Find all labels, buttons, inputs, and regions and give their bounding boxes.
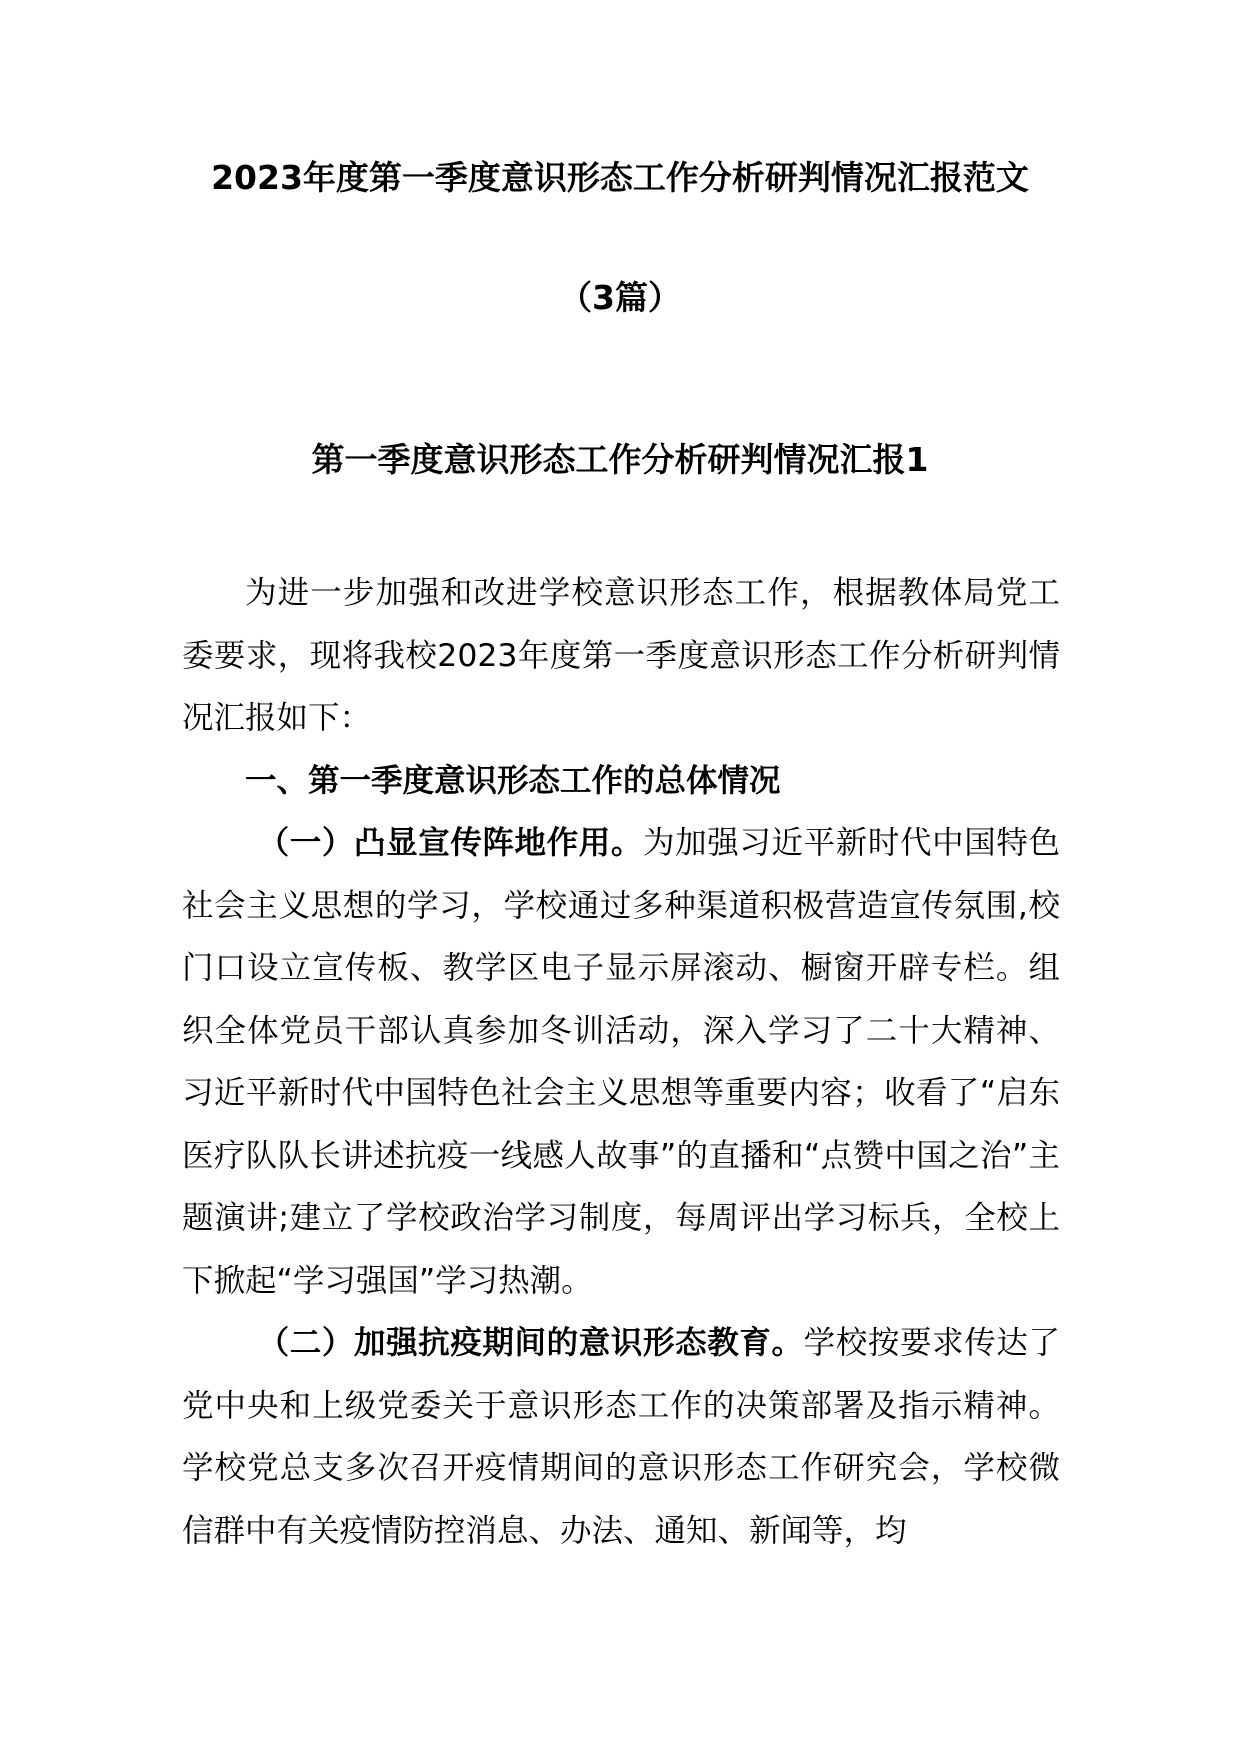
heading-overall-situation: 一、第一季度意识形态工作的总体情况 (245, 762, 781, 799)
document-title: 2023年度第一季度意识形态工作分析研判情况汇报范文 (211, 158, 1029, 197)
item-2-text: 学校按要求传达了党中央和上级党委关于意识形态工作的决策部署及指示精神。学校党总支多次召开疫情期间的意识形态工作研究会，学校微信群中有关疫情防控消息、办法、通知、新闻等，均 (182, 1325, 1060, 1549)
item-1-text: 为加强习近平新时代中国特色社会主义思想的学习，学校通过多种渠道积极营造宣传氛围,校门口设立宣传板、教学区电子显示屏滚动、橱窗开辟专栏。组织全体党员干部认真参加冬训活动，深入学习了二十大精神、习近平新时代中国特色社会主义思想等重要内容；收看了“启东医疗队队长讲述抗疫一线感人故事”的直播和“点赞中国之治”主题演讲;建立了学校政治学习制度，每周评出学习标兵，全校上下掀起“学习强国”学习热潮。 (182, 825, 1060, 1299)
document-subtitle: （3篇） (559, 278, 681, 317)
section-title: 第一季度意识形态工作分析研判情况汇报1 (311, 440, 929, 479)
item-1-label: （一）凸显宣传阵地作用。 (257, 825, 644, 861)
paragraph-item-1 (182, 812, 1060, 1312)
paragraph-item-2 (182, 1312, 1060, 1562)
document-body (182, 562, 1060, 1562)
intro-paragraph: 为进一步加强和改进学校意识形态工作，根据教体局党工委要求，现将我校2023年度第一季度意识形态工作分析研判情况汇报如下： (182, 575, 1060, 736)
item-2-label: （二）加强抗疫期间的意识形态教育。 (257, 1325, 804, 1361)
